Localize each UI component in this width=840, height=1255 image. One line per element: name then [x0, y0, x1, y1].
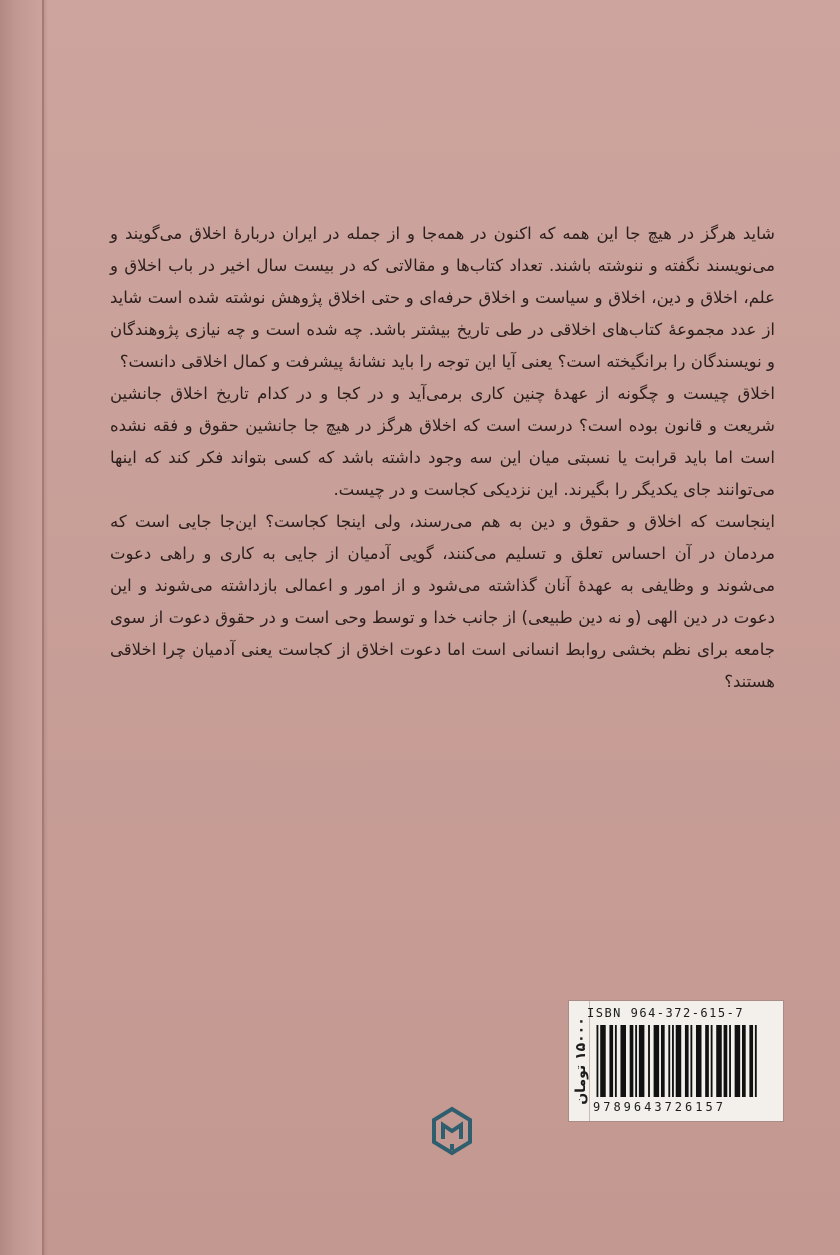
publisher-logo-icon	[430, 1106, 474, 1156]
ean-digits: 9789643726157	[593, 1100, 726, 1114]
barcode-bars	[591, 1025, 777, 1097]
blurb-paragraph-3: اینجاست که اخلاق و حقوق و دین به هم می‌رسند، ولی اینجا کجاست؟ این‌جا جایی است که مردمان در آن احساس تعلق و تسلیم می‌کنند، گویی آدمیان از جایی به کاری و راهی دعوت می‌شوند و وظایفی به عهدهٔ آنان گذاشته می‌شود و از امور و اعمالی بازداشته می‌شوند و این دعوت در دین الهی (و نه دین طبیعی) از جانب خدا و توسط وحی است و در حقوق دعوت از سوی جامعه برای نظم بخشی روابط انسانی است اما دعوت اخلاق از کجاست یعنی آدمیان چرا اخلاقی هستند؟	[110, 512, 775, 691]
blurb-text	[110, 218, 775, 698]
book-spine	[0, 0, 44, 1255]
spine-shadow	[42, 0, 48, 1255]
blurb-paragraph-1: شاید هرگز در هیچ جا این همه که اکنون در همه‌جا و از جمله در ایران دربارهٔ اخلاق می‌گویند و می‌نویسند نگفته و ننوشته باشند. تعداد کتاب‌ها و مقالاتی که در بیست سال اخیر در باب اخلاق و علم، اخلاق و دین، اخلاق و سیاست و اخلاق حرفه‌ای و حتی اخلاق پژوهش نوشته شده است شاید از عدد مجموعهٔ کتاب‌های اخلاقی در طی تاریخ بیشتر باشد. چه شده است و چه نیازی پژوهندگان و نویسندگان را برانگیخته است؟ یعنی آیا این توجه را باید نشانهٔ پیشرفت و کمال اخلاقی دانست؟	[110, 224, 775, 371]
barcode-label	[568, 1000, 784, 1122]
blurb-paragraph-2: اخلاق چیست و چگونه از عهدهٔ چنین کاری برمی‌آید و در کجا و در کدام تاریخ اخلاق جانشین شریعت و قانون بوده است؟ درست است که اخلاق هرگز در هیچ جا جانشین حقوق و فقه نشده است اما باید قرابت یا نسبتی میان این سه وجود داشته باشد که کسی بتواند فکر کند که اینها می‌توانند جای یکدیگر را بگیرند. این نزدیکی کجاست و در چیست.	[110, 384, 775, 499]
price-text: ۱۵۰۰۰ تومان	[573, 1017, 589, 1105]
isbn-number: ISBN 964-372-615-7	[587, 1006, 745, 1020]
